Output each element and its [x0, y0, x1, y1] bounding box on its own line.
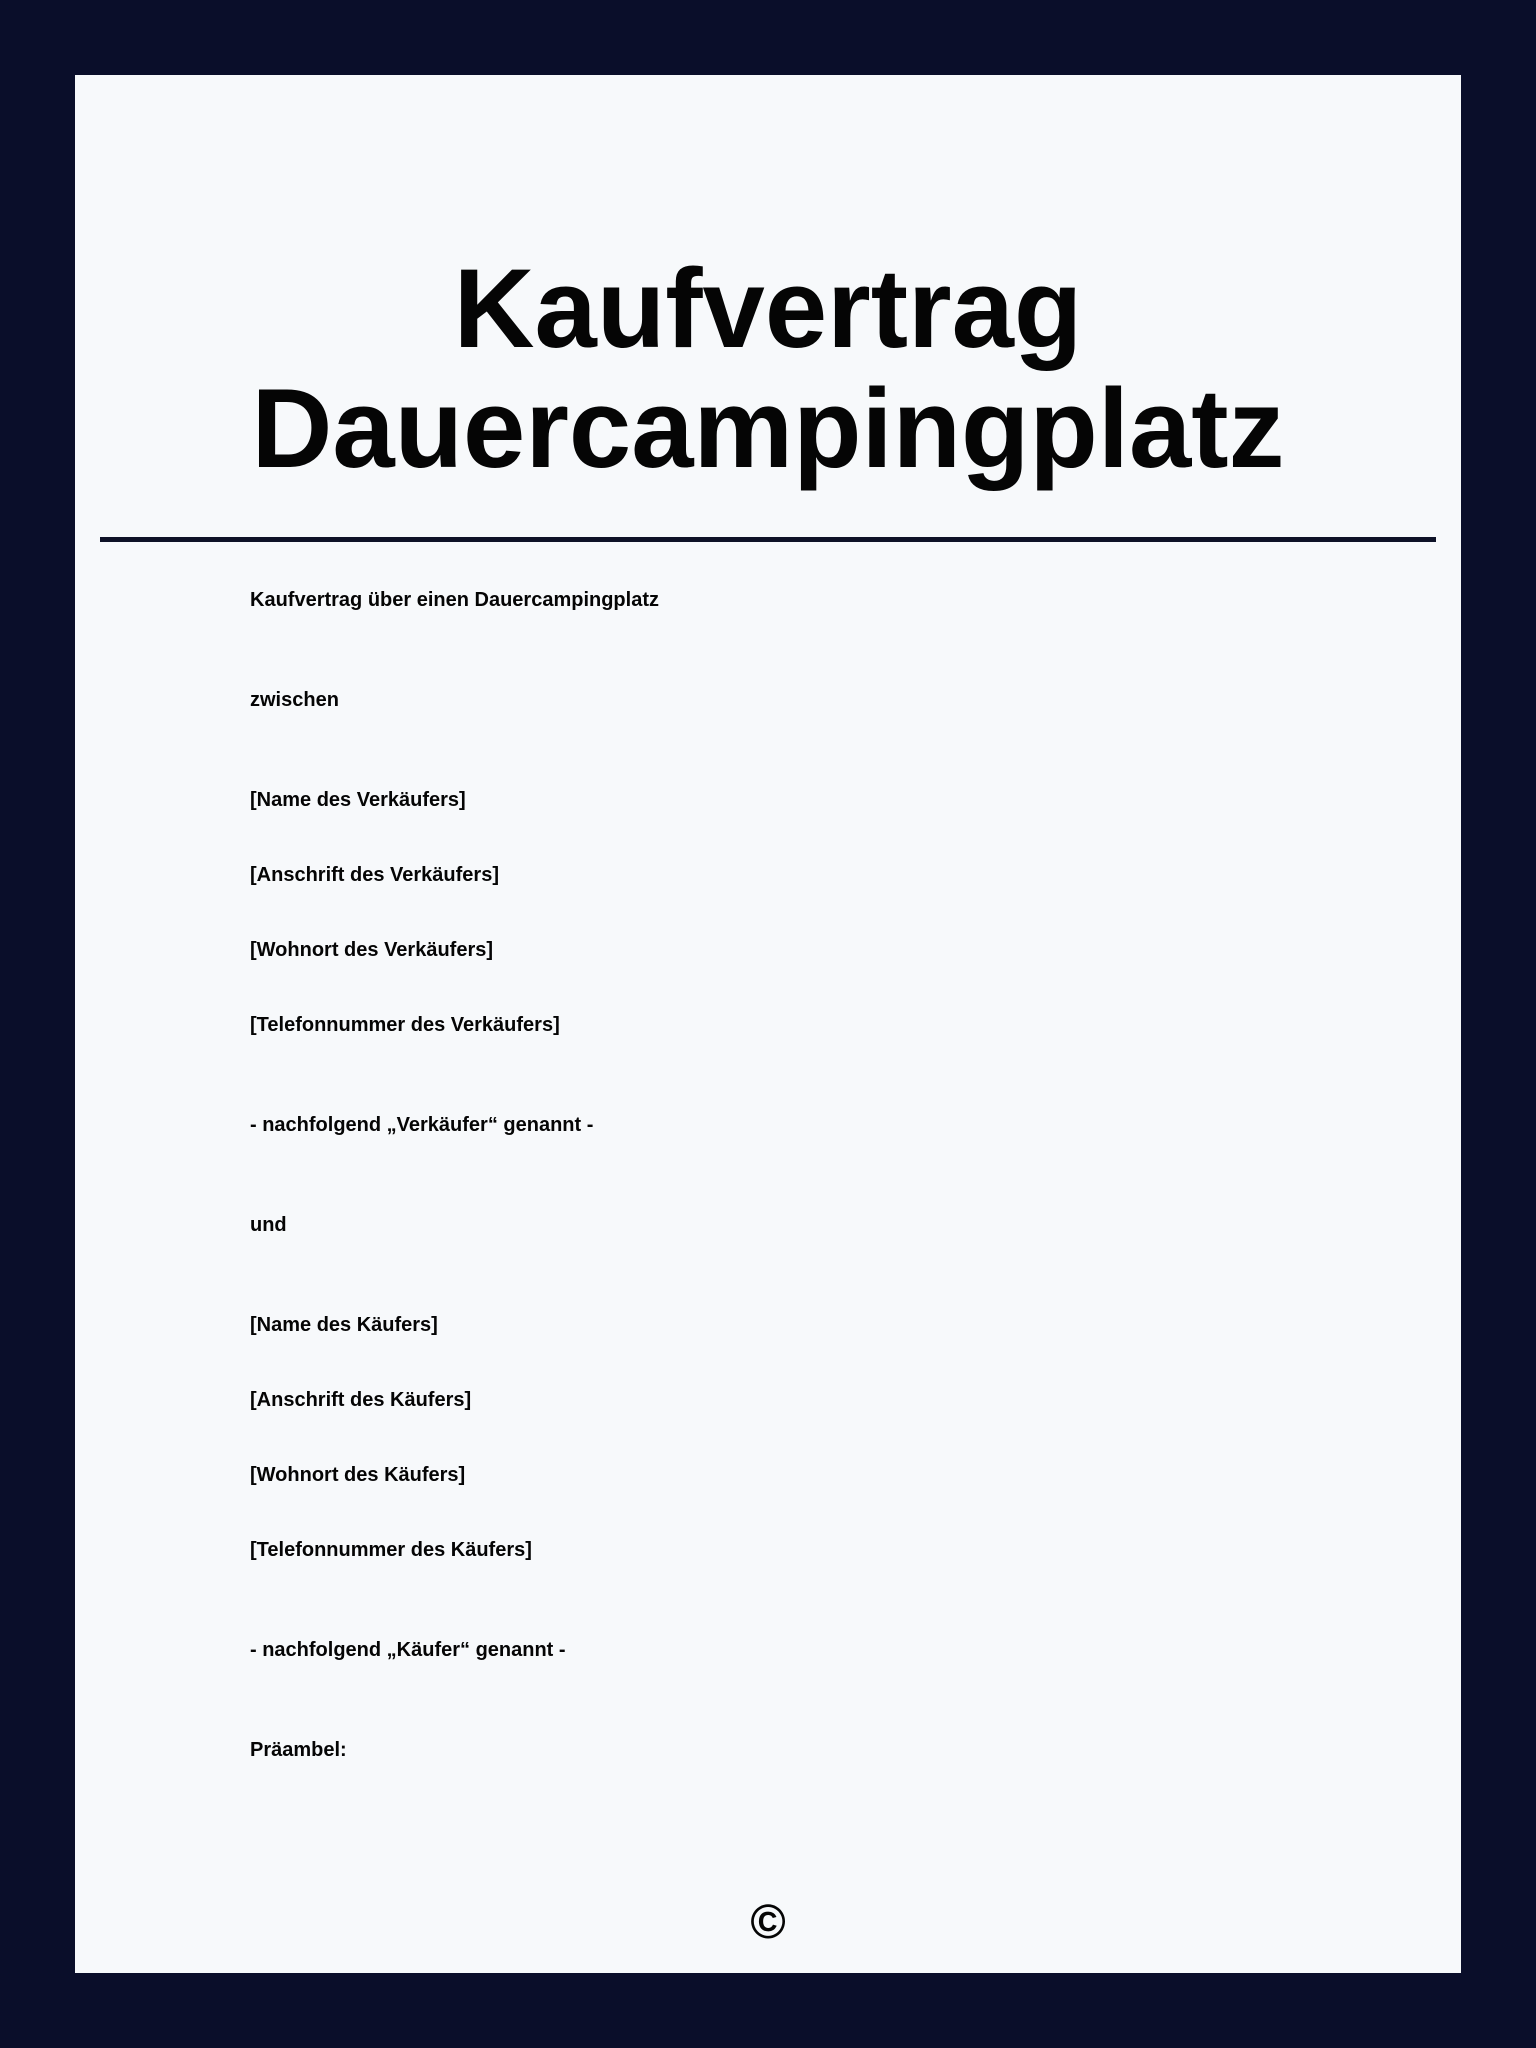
- contract-heading: Kaufvertrag über einen Dauercampingplatz: [250, 589, 659, 611]
- document-title: [75, 246, 1461, 491]
- seller-phone-placeholder: [Telefonnummer des Verkäufers]: [250, 1014, 560, 1036]
- seller-designation: - nachfolgend „Verkäufer“ genannt -: [250, 1114, 594, 1136]
- seller-city-placeholder: [Wohnort des Verkäufers]: [250, 939, 494, 961]
- title-line-1: Kaufvertrag: [453, 246, 1083, 371]
- buyer-address-placeholder: [Anschrift des Käufers]: [250, 1389, 472, 1411]
- copyright-icon: ©: [750, 1896, 786, 1949]
- seller-address-placeholder: [Anschrift des Verkäufers]: [250, 864, 499, 886]
- buyer-designation: - nachfolgend „Käufer“ genannt -: [250, 1639, 566, 1661]
- buyer-city-placeholder: [Wohnort des Käufers]: [250, 1464, 466, 1486]
- preamble-heading: Präambel:: [250, 1739, 347, 1761]
- title-line-2: Dauercampingplatz: [251, 366, 1285, 491]
- buyer-phone-placeholder: [Telefonnummer des Käufers]: [250, 1539, 532, 1561]
- title-divider: [100, 537, 1436, 542]
- seller-name-placeholder: [Name des Verkäufers]: [250, 789, 466, 811]
- between-label: zwischen: [250, 689, 339, 711]
- buyer-name-placeholder: [Name des Käufers]: [250, 1314, 438, 1336]
- and-label: und: [250, 1214, 287, 1236]
- document-page: [75, 75, 1461, 1973]
